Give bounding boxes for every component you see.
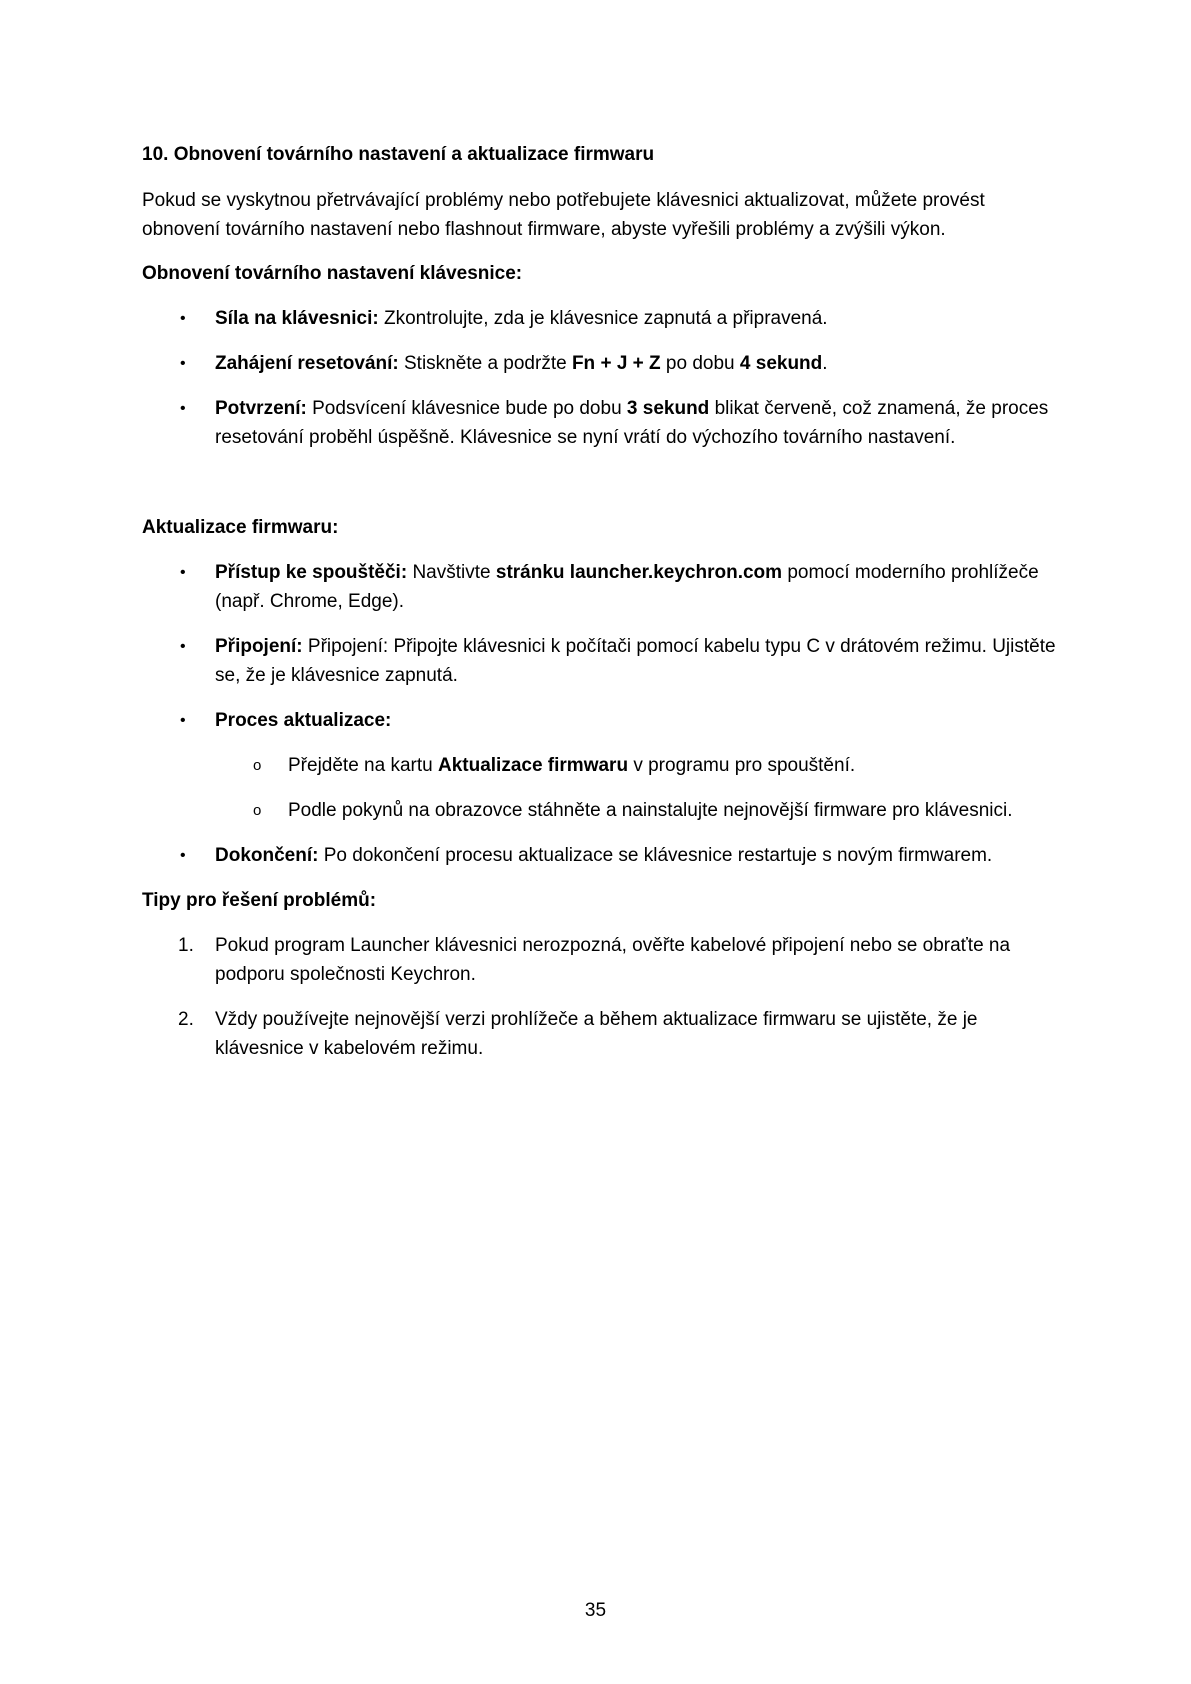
tab-name: Aktualizace firmwaru <box>437 755 629 776</box>
list-item <box>142 394 1062 452</box>
bullet-icon: • <box>180 638 186 655</box>
item-text: Po dokončení procesu aktualizace se klávesnice restartuje s novým firmwarem. <box>318 845 993 866</box>
sub-list-item <box>215 751 1062 780</box>
item-text: Připojení: Připojte klávesnici k počítači pomocí kabelu typu C v drátovém režimu. Ujistěte se, že je klávesnice zapnutá. <box>215 636 1056 686</box>
item-text: Stiskněte a podržte <box>398 353 572 374</box>
list-item <box>142 304 1062 333</box>
item-number: 1. <box>178 935 194 956</box>
sub-list-item <box>215 796 1062 825</box>
reset-heading: Obnovení továrního nastavení klávesnice: <box>142 263 523 284</box>
launcher-link[interactable]: stránku launcher.keychron.com <box>495 562 783 583</box>
bullet-icon: • <box>180 712 186 729</box>
duration: 4 sekund <box>739 353 823 374</box>
list-item <box>142 841 1062 870</box>
item-label: Připojení: <box>215 636 303 657</box>
firmware-heading: Aktualizace firmwaru: <box>142 517 339 538</box>
item-text: Navštivte <box>407 562 496 583</box>
item-text: Podsvícení klávesnice bude po dobu <box>306 398 627 419</box>
key-combo: Fn + J + Z <box>571 353 661 374</box>
item-label: Přístup ke spouštěči: <box>215 562 408 583</box>
list-item <box>142 632 1062 690</box>
item-text: . <box>822 353 828 374</box>
bullet-icon: • <box>180 355 186 372</box>
item-text: Vždy používejte nejnovější verzi prohlížeče a během aktualizace firmwaru se ujistěte, že je klávesnice v kabelovém režimu. <box>215 1009 978 1059</box>
page-number: 35 <box>584 1600 607 1621</box>
bullet-icon: • <box>180 564 186 581</box>
list-item <box>142 558 1062 616</box>
item-label: Dokončení: <box>215 845 319 866</box>
item-text: blikat červeně, což znamená, že proces resetování proběhl úspěšně. Klávesnice se nyní vrátí do výchozího továrního nastavení. <box>215 398 1049 448</box>
page-content <box>142 140 1062 1063</box>
item-text: po dobu <box>660 353 740 374</box>
item-text: Přejděte na kartu <box>288 755 438 776</box>
item-text: pomocí moderního prohlížeče (např. Chrome, Edge). <box>215 562 1039 612</box>
item-text: v programu pro spouštění. <box>628 755 856 776</box>
item-label: Zahájení resetování: <box>215 353 399 374</box>
item-text: Pokud program Launcher klávesnici nerozpozná, ověřte kabelové připojení nebo se obraťte na podporu společnosti Keychron. <box>215 935 1011 985</box>
list-item <box>142 706 1062 735</box>
section-heading: 10. Obnovení továrního nastavení a aktualizace firmwaru <box>142 144 655 165</box>
item-label: Potvrzení: <box>215 398 307 419</box>
firmware-list <box>142 558 1062 870</box>
item-label: Proces aktualizace: <box>215 710 392 731</box>
numbered-item <box>142 931 1062 989</box>
update-steps-list <box>215 751 1062 825</box>
bullet-icon: • <box>180 400 186 417</box>
item-text: Zkontrolujte, zda je klávesnice zapnutá a připravená. <box>378 308 828 329</box>
list-item <box>142 349 1062 378</box>
circle-bullet-icon: o <box>253 757 262 774</box>
circle-bullet-icon: o <box>253 802 262 819</box>
numbered-item <box>142 1005 1062 1063</box>
tips-heading: Tipy pro řešení problémů: <box>142 890 377 911</box>
tips-list <box>142 931 1062 1063</box>
sublist-container <box>142 751 1062 825</box>
item-label: Síla na klávesnici: <box>215 308 379 329</box>
reset-list <box>142 304 1062 452</box>
duration: 3 sekund <box>626 398 710 419</box>
intro-paragraph: Pokud se vyskytnou přetrvávající problémy nebo potřebujete klávesnici aktualizovat, můžete provést obnovení továrního nastavení nebo flashnout firmware, abyste vyřešili problémy a zvýšili výkon. <box>142 190 985 240</box>
item-number: 2. <box>178 1009 194 1030</box>
bullet-icon: • <box>180 310 186 327</box>
item-text: Podle pokynů na obrazovce stáhněte a nainstalujte nejnovější firmware pro klávesnici. <box>288 800 1013 821</box>
bullet-icon: • <box>180 847 186 864</box>
